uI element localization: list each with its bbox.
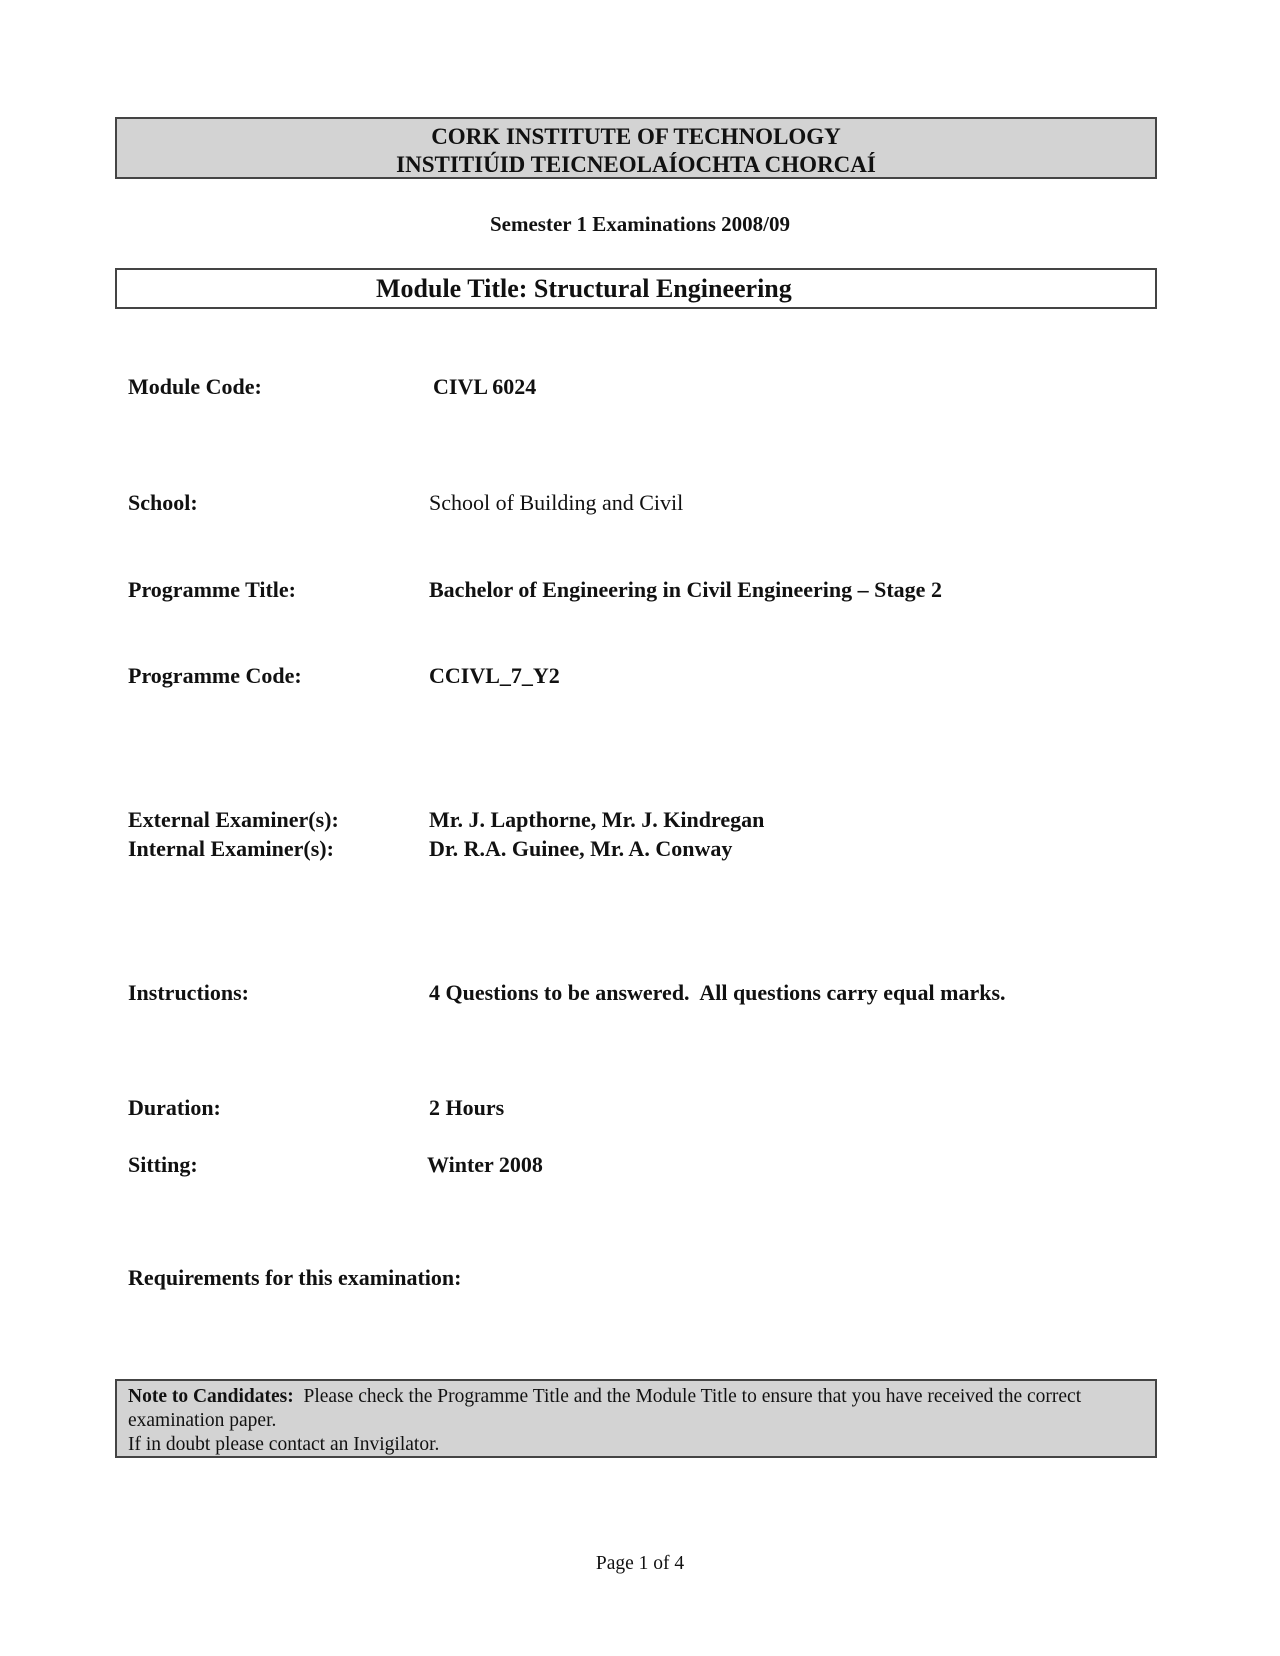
note-text: Please check the Programme Title and the Module Title to ensure that you have received the correct examination paper. <box>128 1386 1082 1431</box>
note-line-2: If in doubt please contact an Invigilator. <box>128 1434 440 1455</box>
semester-heading: Semester 1 Examinations 2008/09 <box>489 212 791 236</box>
sitting-value: Winter 2008 <box>427 1152 543 1177</box>
internal-examiners-value: Dr. R.A. Guinee, Mr. A. Conway <box>429 836 733 861</box>
module-code-value: CIVL 6024 <box>433 374 537 399</box>
note-line-1 <box>128 1385 1145 1433</box>
institution-name-english: CORK INSTITUTE OF TECHNOLOGY <box>431 124 841 149</box>
external-examiners-value: Mr. J. Lapthorne, Mr. J. Kindregan <box>429 807 765 832</box>
institution-header <box>115 117 1157 179</box>
school-label: School: <box>128 490 198 515</box>
programme-title-value: Bachelor of Engineering in Civil Engineering – Stage 2 <box>429 577 942 602</box>
note-label: Note to Candidates: <box>128 1386 294 1407</box>
page-number: Page 1 of 4 <box>595 1553 685 1574</box>
instructions-value: 4 Questions to be answered. All questions carry equal marks. <box>429 980 1006 1005</box>
sitting-label: Sitting: <box>128 1152 198 1177</box>
duration-label: Duration: <box>128 1095 221 1120</box>
module-code-label: Module Code: <box>128 374 262 399</box>
module-title-box <box>115 268 1157 309</box>
module-title: Module Title: Structural Engineering <box>376 274 792 303</box>
programme-title-label: Programme Title: <box>128 577 297 602</box>
external-examiners-label: External Examiner(s): <box>128 807 339 832</box>
programme-code-value: CCIVL_7_Y2 <box>429 663 560 688</box>
institution-name-irish: INSTITIÚID TEICNEOLAÍOCHTA CHORCAÍ <box>396 152 876 177</box>
note-to-candidates <box>115 1379 1157 1458</box>
instructions-label: Instructions: <box>128 980 250 1005</box>
internal-examiners-label: Internal Examiner(s): <box>128 836 334 861</box>
requirements-heading: Requirements for this examination: <box>128 1265 462 1290</box>
duration-value: 2 Hours <box>429 1095 505 1120</box>
school-value: School of Building and Civil <box>429 490 684 515</box>
programme-code-label: Programme Code: <box>128 663 302 688</box>
